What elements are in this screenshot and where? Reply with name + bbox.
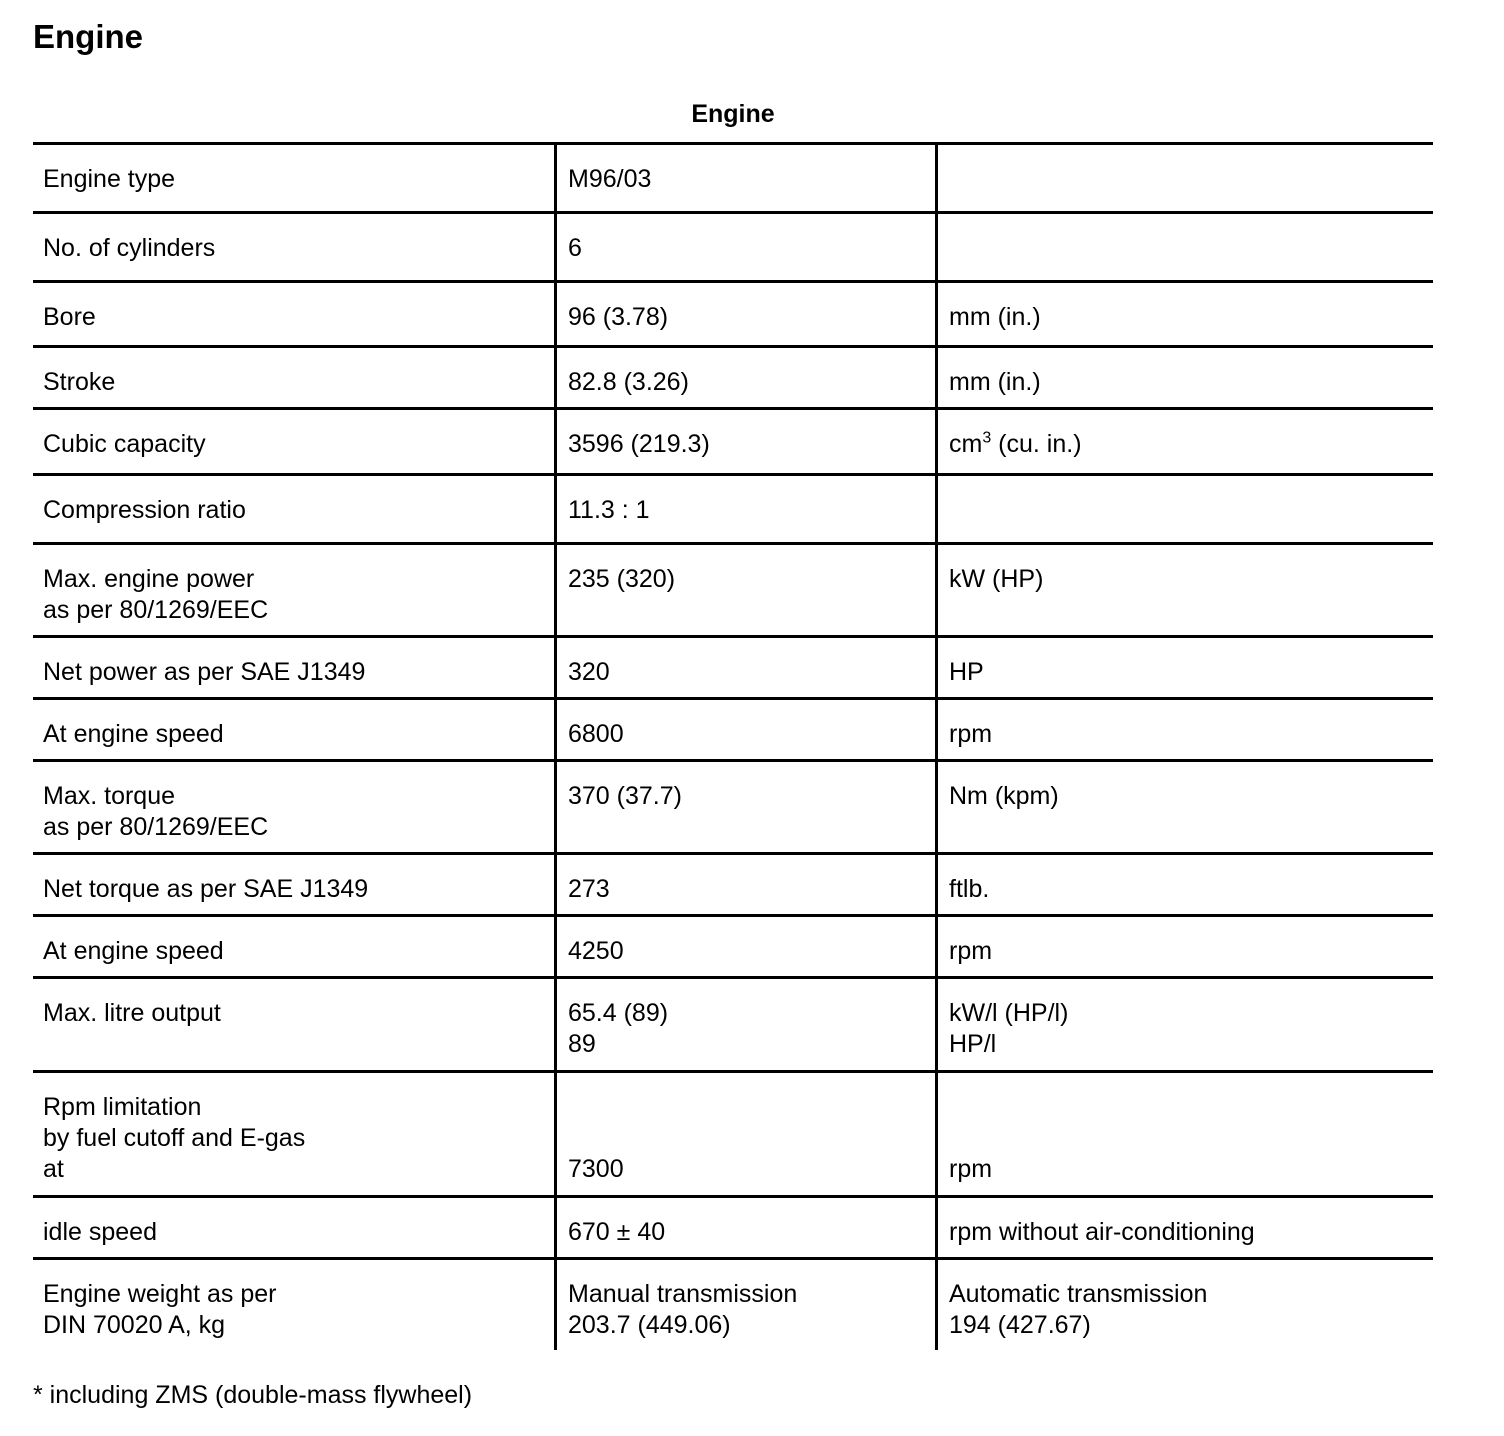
table-row bbox=[33, 473, 1433, 542]
row-value: 370 (37.7) bbox=[557, 762, 938, 852]
row-label: No. of cylinders bbox=[33, 214, 557, 280]
row-label: idle speed bbox=[33, 1198, 557, 1257]
row-label: Engine type bbox=[33, 145, 557, 211]
unit-rest: (cu. in.) bbox=[991, 430, 1082, 458]
table-row bbox=[33, 976, 1433, 1070]
row-label: At engine speed bbox=[33, 700, 557, 759]
row-value: 6 bbox=[557, 214, 938, 280]
row-label: Engine weight as per DIN 70020 A, kg bbox=[33, 1260, 557, 1350]
unit-superscript: 3 bbox=[982, 429, 992, 447]
table-row bbox=[33, 697, 1433, 759]
row-value: 273 bbox=[557, 855, 938, 914]
row-value: 11.3 : 1 bbox=[557, 476, 938, 542]
row-label: Net torque as per SAE J1349 bbox=[33, 855, 557, 914]
row-unit: Nm (kpm) bbox=[949, 782, 1059, 810]
row-value: 6800 bbox=[557, 700, 938, 759]
row-unit bbox=[938, 214, 1433, 280]
table-row bbox=[33, 1257, 1433, 1350]
row-unit: Automatic transmission 194 (427.67) bbox=[949, 1280, 1208, 1339]
row-unit: kW/l (HP/l) HP/l bbox=[949, 999, 1069, 1058]
row-value: M96/03 bbox=[557, 145, 938, 211]
row-unit: kW (HP) bbox=[949, 565, 1044, 593]
table-row bbox=[33, 759, 1433, 852]
row-value: 235 (320) bbox=[557, 545, 938, 635]
table-row bbox=[33, 852, 1433, 914]
row-unit bbox=[938, 476, 1433, 542]
table-row bbox=[33, 211, 1433, 280]
row-unit: mm (in.) bbox=[949, 303, 1041, 331]
table-row bbox=[33, 635, 1433, 697]
table-row bbox=[33, 1070, 1433, 1195]
table-row bbox=[33, 280, 1433, 345]
row-label: Net power as per SAE J1349 bbox=[33, 638, 557, 697]
row-label: Compression ratio bbox=[33, 476, 557, 542]
row-unit: ftlb. bbox=[949, 875, 990, 903]
row-value: Manual transmission 203.7 (449.06) bbox=[557, 1260, 938, 1350]
table-row bbox=[33, 407, 1433, 473]
row-label: Max. litre output bbox=[33, 979, 557, 1070]
row-value: 82.8 (3.26) bbox=[557, 348, 938, 407]
table-row bbox=[33, 914, 1433, 976]
row-value: 7300 bbox=[557, 1073, 938, 1195]
page-heading: Engine bbox=[33, 18, 144, 55]
table-caption: Engine bbox=[691, 100, 775, 128]
engine-spec-table bbox=[33, 142, 1433, 1350]
row-value: 4250 bbox=[557, 917, 938, 976]
row-label: At engine speed bbox=[33, 917, 557, 976]
row-label: Rpm limitation by fuel cutoff and E-gas at bbox=[33, 1073, 557, 1195]
unit-main: cm bbox=[949, 430, 983, 458]
row-unit: rpm without air-conditioning bbox=[949, 1218, 1255, 1246]
row-label: Max. torque as per 80/1269/EEC bbox=[33, 762, 557, 852]
row-value: 96 (3.78) bbox=[557, 283, 938, 345]
row-value: 3596 (219.3) bbox=[557, 410, 938, 473]
row-label: Stroke bbox=[33, 348, 557, 407]
row-value: 65.4 (89) 89 bbox=[557, 979, 938, 1070]
table-row bbox=[33, 142, 1433, 211]
row-unit: rpm bbox=[949, 1155, 993, 1183]
row-unit: HP bbox=[949, 658, 984, 686]
footnote: * including ZMS (double-mass flywheel) bbox=[33, 1381, 473, 1409]
row-unit: mm (in.) bbox=[949, 368, 1041, 396]
table-row bbox=[33, 542, 1433, 635]
table-row bbox=[33, 345, 1433, 407]
row-label: Bore bbox=[33, 283, 557, 345]
row-unit: rpm bbox=[949, 937, 993, 965]
row-unit bbox=[938, 145, 1433, 211]
table-row bbox=[33, 1195, 1433, 1257]
row-value: 320 bbox=[557, 638, 938, 697]
row-unit bbox=[938, 410, 1433, 473]
row-label: Max. engine power as per 80/1269/EEC bbox=[33, 545, 557, 635]
row-label: Cubic capacity bbox=[33, 410, 557, 473]
row-unit: rpm bbox=[949, 720, 993, 748]
row-value: 670 ± 40 bbox=[557, 1198, 938, 1257]
